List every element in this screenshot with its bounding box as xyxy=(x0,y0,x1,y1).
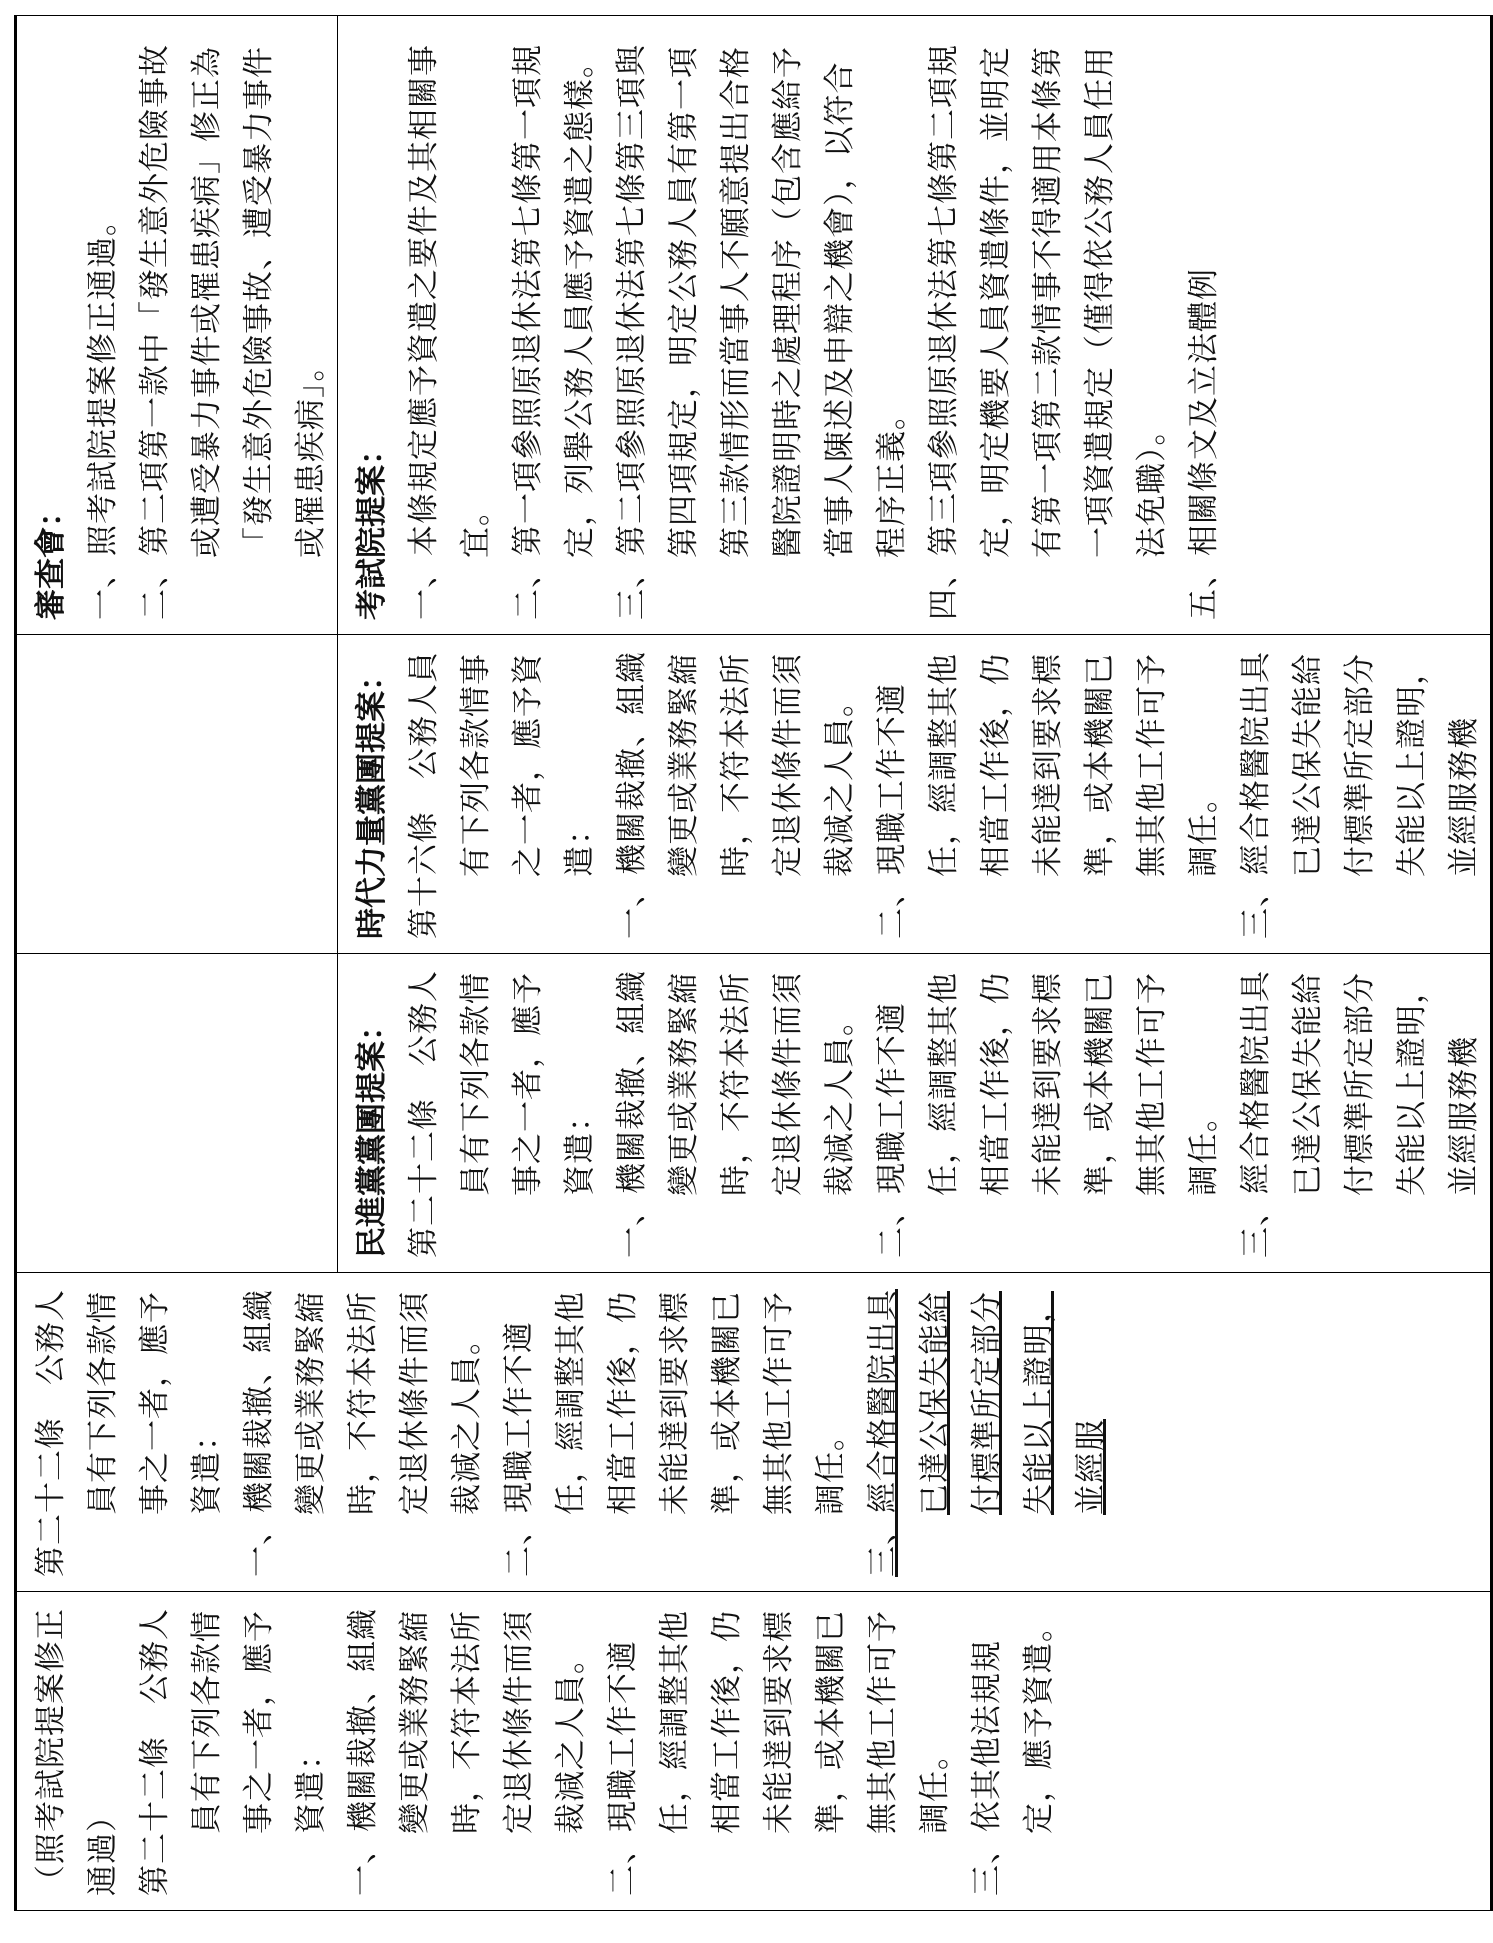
enacted-note: （照考試院提案修正通過） xyxy=(33,1608,121,1896)
npp-article: 第十六條 公務人員有下列各款情事之一者，應予資遣： xyxy=(406,651,598,939)
review-item-1: 一、照考試院提案修正通過。 xyxy=(85,204,121,620)
column-dpp xyxy=(338,954,1492,1273)
dpp-item-2: 二、現職工作不適任，經調整其他相當工作後，仍未能達到要求標準，或本機關已無其他工作可予調任。 xyxy=(874,972,1222,1258)
exam-item-3: 三、經合格醫院出具已達公保失能給付標準所定部分失能以上證明，並經服 xyxy=(865,1289,1109,1577)
exam-reason-2: 二、第一項參照原退休法第七條第一項規定，列舉公務人員應予資遣之態樣。 xyxy=(510,44,598,620)
exam-item-2: 二、現職工作不適任，經調整其他相當工作後，仍未能達到要求標準，或本機關已無其他工作可予調任。 xyxy=(501,1291,849,1577)
enacted-item-3: 三、依其他法規規定，應予資遣。 xyxy=(969,1610,1057,1896)
exam-reason-3: 三、第二項參照原退休法第七條第三項與第四項規定，明定公務人員有第一項第三款情形而當事人不願意提出合格醫院證明時之處理程序（包含應給予當事人陳述及申辯之機會），以符合程序正義。 xyxy=(614,44,910,620)
enacted-item-1: 一、機關裁撤、組織變更或業務緊縮時，不符本法所定退休條件而須裁減之人員。 xyxy=(345,1608,589,1896)
exam-item-1: 一、機關裁撤、組織變更或業務緊縮時，不符本法所定退休條件而須裁減之人員。 xyxy=(241,1289,485,1577)
exam-article: 第二十二條 公務人員有下列各款情事之一者，應予資遣： xyxy=(33,1289,225,1577)
exam-reason-4: 四、第三項參照原退休法第七條第二項規定，明定機要人員資遣條件，並明定有第一項第二款情事不得適用本條第一項資遣規定（僅得依公務人員任用法免職）。 xyxy=(926,44,1170,620)
enacted-item-2: 二、現職工作不適任，經調整其他相當工作後，仍未能達到要求標準，或本機關已無其他工作可予調任。 xyxy=(605,1610,953,1896)
column-npp xyxy=(338,635,1492,954)
npp-item-3: 三、經合格醫院出具已達公保失能給付標準所定部分失能以上證明，並經服務機 xyxy=(1238,651,1482,939)
column-dpp-top xyxy=(16,954,338,1273)
dpp-heading: 民進黨黨團提案： xyxy=(354,1010,390,1258)
exam-reason-1: 一、本條規定應予資遣之要件及其相關事宜。 xyxy=(406,44,494,620)
review-item-2: 二、第二項第一款中「發生意外危險事故或遭受暴力事件或罹患疾病」修正為「發生意外危險事故、遭受暴力事件或罹患疾病」。 xyxy=(137,44,329,620)
npp-heading: 時代力量黨團提案： xyxy=(354,660,390,939)
column-exam-reason xyxy=(338,16,1492,635)
dpp-item-1: 一、機關裁撤、組織變更或業務緊縮時，不符本法所定退休條件而須裁減之人員。 xyxy=(614,970,858,1258)
enacted-article: 第二十二條 公務人員有下列各款情事之一者，應予資遣： xyxy=(137,1608,329,1896)
exam-reason-heading: 考試院提案： xyxy=(354,434,390,620)
column-review xyxy=(16,16,338,635)
review-heading: 審查會： xyxy=(33,496,69,620)
dpp-article: 第二十二條 公務人員有下列各款情事之一者，應予資遣： xyxy=(406,970,598,1258)
comparison-table xyxy=(14,15,1493,1911)
column-npp-top xyxy=(16,635,338,954)
column-enacted xyxy=(16,1592,1492,1911)
column-exam-text xyxy=(16,1273,1492,1592)
npp-item-1: 一、機關裁撤、組織變更或業務緊縮時，不符本法所定退休條件而須裁減之人員。 xyxy=(614,651,858,939)
exam-reason-5: 五、相關條文及立法體例 xyxy=(1186,268,1222,620)
npp-item-2: 二、現職工作不適任，經調整其他相當工作後，仍未能達到要求標準，或本機關已無其他工作可予調任。 xyxy=(874,653,1222,939)
dpp-item-3: 三、經合格醫院出具已達公保失能給付標準所定部分失能以上證明，並經服務機 xyxy=(1238,970,1482,1258)
